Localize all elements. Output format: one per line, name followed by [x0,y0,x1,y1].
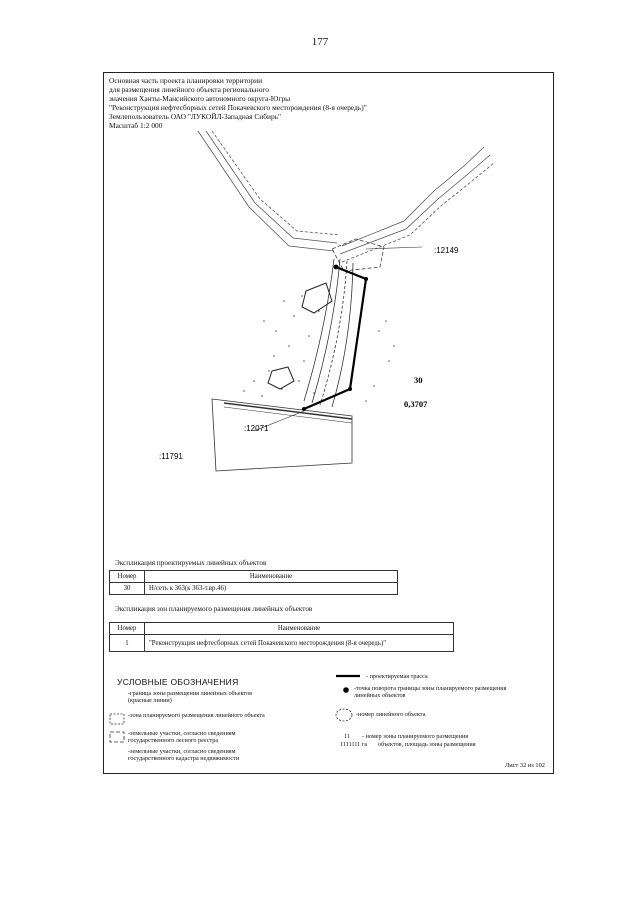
turn-point-icon [342,686,350,694]
table-cell: 30 [110,583,145,595]
parcel-label: :12071 [244,424,269,433]
legend-text: -граница зоны размещения линейных объектов (красные линии) [128,690,253,705]
header-line: Землепользователь ОАО "ЛУКОЙЛ-Западная Сибирь" [109,111,282,121]
legend-text: -точка поворота границы зоны планируемого размещения линейных объектов [354,685,507,700]
turn-point [302,407,306,411]
site-map [104,131,553,626]
header-line: Основная часть проекта планировки территории [109,76,263,85]
table2-title: Экспликация зон планируемого размещения линейных объектов [115,605,313,613]
legend-text: - проектируемая трасса [366,673,428,680]
table1-title: Экспликация проектируемых линейных объектов [115,559,267,567]
page-number: 177 [311,36,329,48]
legend-text: -номер линейного объекта [356,711,426,718]
table-header-cell: Наименование [145,571,398,583]
leader-line [366,247,422,249]
route-line-icon [336,673,360,679]
forest-swatch-icon [109,731,125,743]
road-corridor [198,131,340,251]
header-line: значения Ханты-Мансийского автономного округа-Югры [109,93,291,103]
table-header-cell: Номер [110,623,145,635]
well-pad [268,367,294,389]
parcel-label: :11791 [159,452,183,461]
turn-point [364,277,368,281]
legend-zone-area-sample: 1111111 га [340,741,368,748]
parcel-label: :12149 [434,246,459,255]
table-header-cell: Номер [110,571,145,583]
table-cell: 1 [110,635,145,652]
object-number-icon [335,708,353,722]
table-header-cell: Наименование [145,623,454,635]
legend-text: объектов, площадь зоны размещения [378,741,476,748]
table-row [110,583,398,595]
table-cell: "Реконструкция нефтесборных сетей Покачевского месторождения (8-я очередь)" [145,635,454,652]
zone-swatch-icon [109,713,125,725]
legend-text: -земельные участки, согласно сведениям государственного кадастра недвижимости [128,748,240,763]
legend-title: УСЛОВНЫЕ ОБОЗНАЧЕНИЯ [117,677,239,687]
site-hatch [224,403,352,423]
turn-point [348,387,352,391]
road-corridor [340,147,494,262]
header-line: "Реконструкция нефтесборных сетей Покачевского месторождения (8-я очередь)" [109,102,367,112]
header-line: Масштаб 1:2 000 [109,120,163,130]
legend-text: - номер зоны планируемого размещения [362,733,469,740]
pipeline-corridor [304,259,353,407]
table-cell: Н/сеть к 363(к 363-т.вр.46) [145,583,398,595]
cadastre-plot [332,239,384,271]
legend-zone-number-sample: 11 [344,733,350,740]
object-number-label: 30 [414,375,423,385]
drawing-frame [103,72,554,774]
table-header-row [110,571,398,583]
turn-point [334,265,339,270]
zones-table [109,622,454,652]
header-line: для размещения линейного объекта регионального [109,84,269,94]
legend-text: -земельные участки, согласно сведениям государственного лесного реестра [128,730,236,745]
well-pad [302,283,332,313]
linear-objects-table [109,570,398,595]
table-row [110,635,454,652]
object-area-label: 0,3707 [404,399,428,409]
table-header-row [110,623,454,635]
drawing-header [109,77,367,130]
legend-text: -зона планируемого размещения линейного объекта [128,712,265,719]
legend-item-red-lines [128,690,268,705]
sheet-number: Лист 32 из 102 [504,762,545,769]
